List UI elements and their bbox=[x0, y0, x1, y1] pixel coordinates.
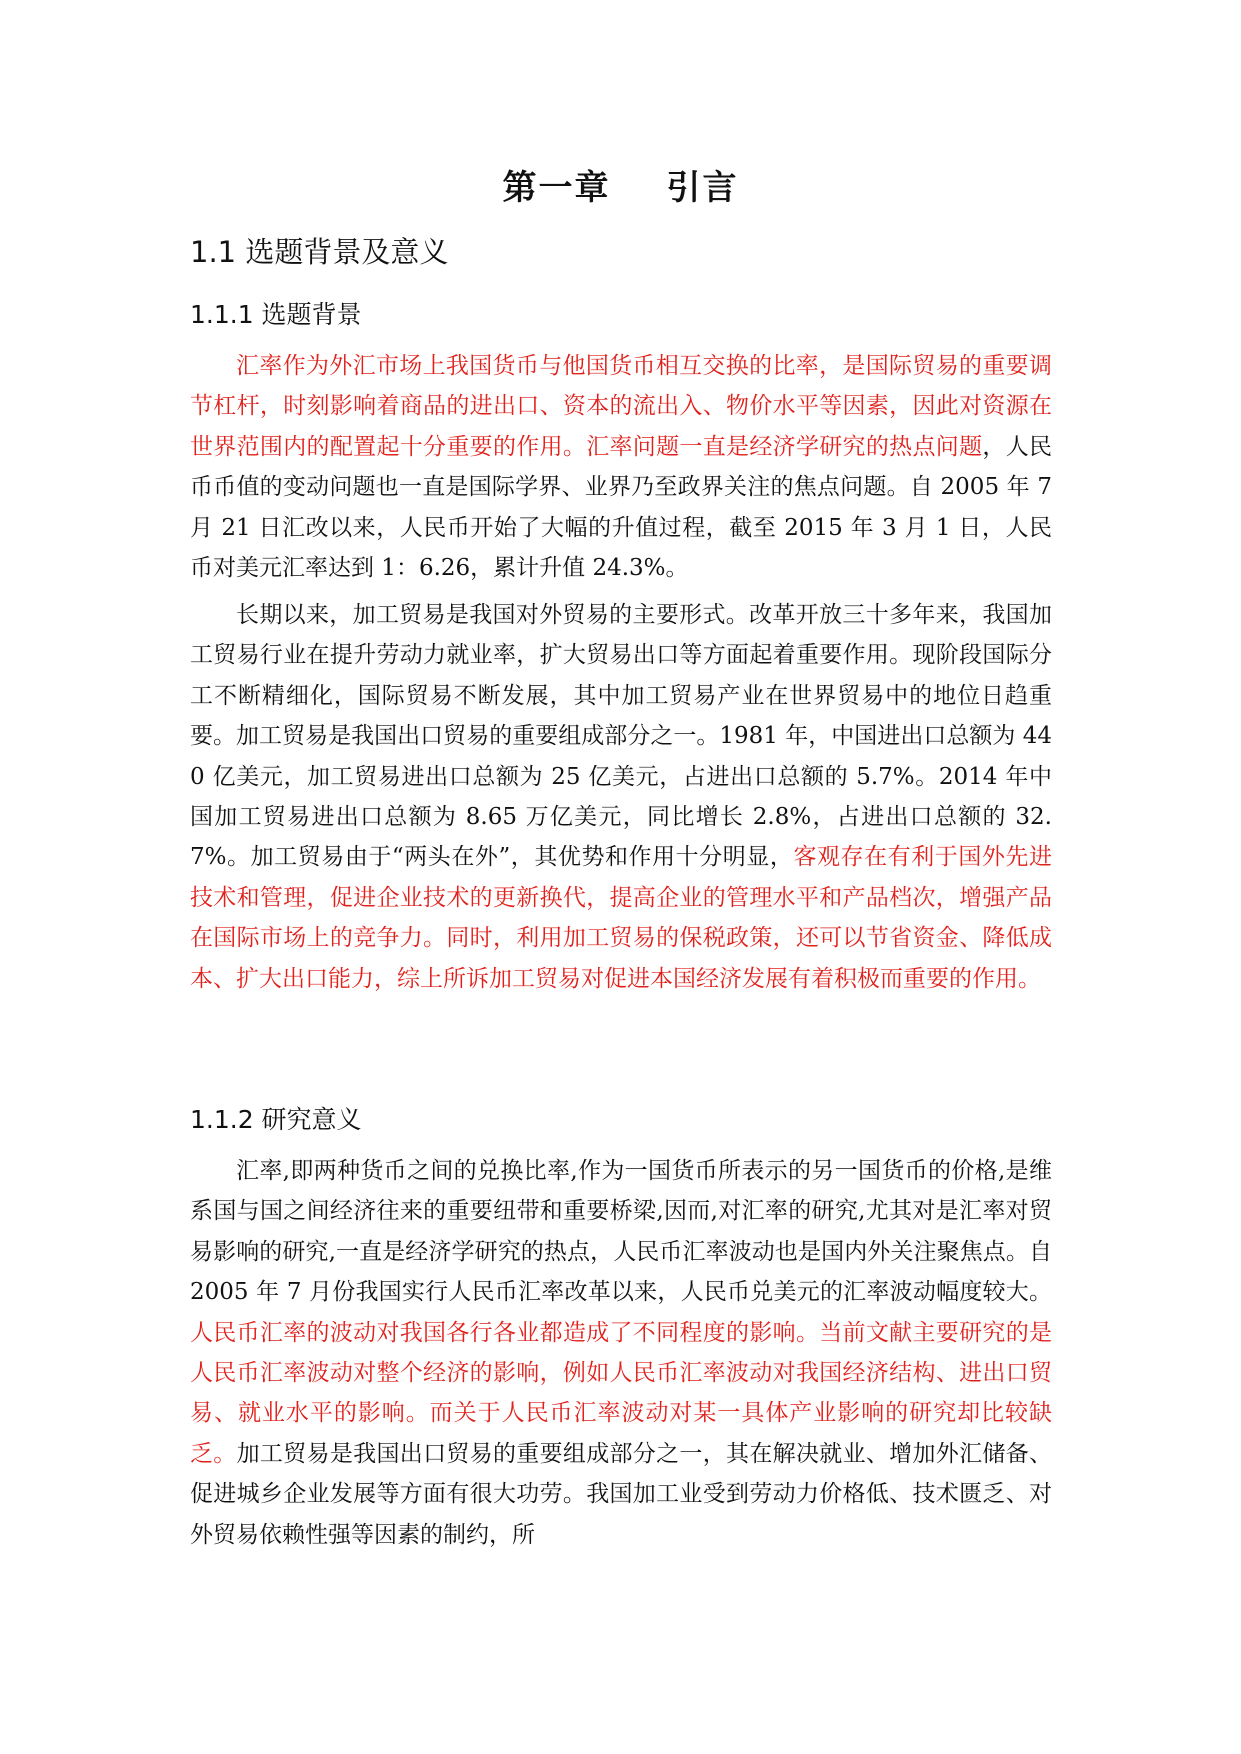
body-text: 加工贸易是我国出口贸易的重要组成部分之一，其在解决就业、增加外汇储备、促进城乡企业发展等方面有很大功劳。我国加工业受到劳动力价格低、技术匮乏、对外贸易依赖性强等因素的制约，所 bbox=[190, 1440, 1053, 1548]
highlighted-text: 客观存在有利于国外先进技术和管理，促进企业技术的更新换代，提高企业的管理水平和产品档次，增强产品在国际市场上的竞争力。同时，利用加工贸易的保税政策，还可以节省资金、降低成本、扩大出口能力，综上所诉加工贸易对促进本国经济发展有着积极而重要的作用。 bbox=[190, 844, 1052, 992]
body-text: ，人民币币值的变动问题也一直是国际学界、业界乃至政界关注的焦点问题。自 2005 年 7 月 21 日汇改以来，人民币开始了大幅的升值过程，截至 2015 年 3 月 1 日，人民币对美元汇率达到 1：6.26，累计升值 24.3%。 bbox=[190, 433, 1053, 582]
body-text: 汇率,即两种货币之间的兑换比率,作为一国货币所表示的另一国货币的价格,是维系国与国之间经济往来的重要纽带和重要桥梁,因而,对汇率的研究,尤其对是汇率对贸易影响的研究,一直是经济学研究的热点，人民币汇率波动也是国内外关注聚焦点。自 2005 年 7 月份我国实行人民币汇率改革以来，人民币兑美元的汇率波动幅度较大。 bbox=[190, 1158, 1052, 1306]
section-heading-1-1: 1.1 选题背景及意义 bbox=[190, 235, 449, 269]
section-heading-1-1-1: 1.1.1 选题背景 bbox=[190, 300, 362, 329]
chapter-title bbox=[0, 160, 1241, 209]
paragraph-significance-1 bbox=[190, 1151, 1052, 1555]
paragraph-background-1 bbox=[190, 346, 1052, 588]
highlighted-text: 人民币汇率的波动对我国各行各业都造成了不同程度的影响。当前文献主要研究的是人民币汇率波动对整个经济的影响，例如人民币汇率波动对我国经济结构、进出口贸易、就业水平的影响。而关于人民币汇率波动对某一具体产业影响的研究却比较缺乏。 bbox=[190, 1319, 1052, 1467]
chapter-name: 引言 bbox=[666, 168, 739, 208]
chapter-number: 第一章 bbox=[502, 168, 611, 208]
highlighted-text: 汇率作为外汇市场上我国货币与他国货币相互交换的比率，是国际贸易的重要调节杠杆，时刻影响着商品的进出口、资本的流出入、物价水平等因素，因此对资源在世界范围内的配置起十分重要的作用。汇率问题一直是经济学研究的热点问题 bbox=[190, 353, 1052, 460]
section-heading-1-1-2: 1.1.2 研究意义 bbox=[190, 1105, 362, 1134]
body-text: 长期以来，加工贸易是我国对外贸易的主要形式。改革开放三十多年来，我国加工贸易行业在提升劳动力就业率，扩大贸易出口等方面起着重要作用。现阶段国际分工不断精细化，国际贸易不断发展，其中加工贸易产业在世界贸易中的地位日趋重要。加工贸易是我国出口贸易的重要组成部分之一。1981 年，中国进出口总额为 440 亿美元，加工贸易进出口总额为 25 亿美元，占进出口总额的 5.7%。2014 年中国加工贸易进出口总额为 8.65 万亿美元，同比增长 2.8%，占进出口总额的 32.7%。加工贸易由于“两头在外”，其优势和作用十分明显， bbox=[190, 602, 1052, 871]
paragraph-background-2 bbox=[190, 595, 1052, 999]
